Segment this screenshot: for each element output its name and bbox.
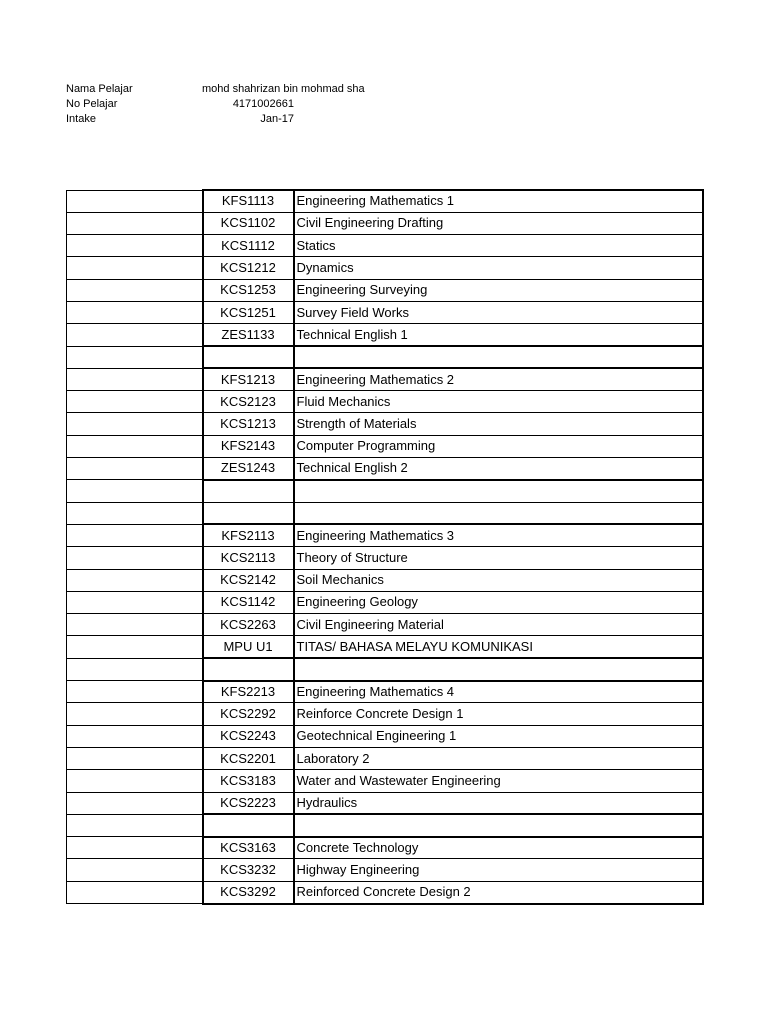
course-code	[203, 346, 294, 368]
blank-cell	[67, 458, 203, 480]
blank-cell	[67, 301, 203, 323]
blank-cell	[67, 636, 203, 658]
course-title: Highway Engineering	[294, 859, 703, 881]
blank-cell	[67, 569, 203, 591]
course-title: TITAS/ BAHASA MELAYU KOMUNIKASI	[294, 636, 703, 658]
course-code	[203, 814, 294, 836]
course-title: Laboratory 2	[294, 747, 703, 769]
student-id-value: 4171002661	[232, 98, 294, 110]
course-code	[203, 658, 294, 680]
course-code: ZES1133	[203, 324, 294, 346]
blank-cell	[67, 658, 203, 680]
blank-cell	[67, 591, 203, 613]
table-row	[67, 681, 703, 703]
empty-row	[67, 346, 703, 368]
course-code: KCS1213	[203, 413, 294, 435]
blank-cell	[67, 235, 203, 257]
student-id-label: No Pelajar	[66, 98, 118, 110]
course-code: KCS2201	[203, 747, 294, 769]
course-code: KCS2243	[203, 725, 294, 747]
table-row	[67, 413, 703, 435]
table-row	[67, 725, 703, 747]
course-code: KCS1251	[203, 301, 294, 323]
table-row	[67, 324, 703, 346]
course-table	[66, 189, 704, 905]
course-table-body	[67, 190, 703, 904]
table-row	[67, 792, 703, 814]
table-row	[67, 770, 703, 792]
course-title: Computer Programming	[294, 435, 703, 457]
course-title	[294, 346, 703, 368]
course-code: KCS3292	[203, 881, 294, 903]
blank-cell	[67, 368, 203, 390]
course-code	[203, 502, 294, 524]
course-title	[294, 814, 703, 836]
course-title: Water and Wastewater Engineering	[294, 770, 703, 792]
table-row	[67, 458, 703, 480]
blank-cell	[67, 792, 203, 814]
course-title: Engineering Mathematics 2	[294, 368, 703, 390]
name-value: mohd shahrizan bin mohmad sha	[202, 83, 365, 95]
course-title: Civil Engineering Drafting	[294, 212, 703, 234]
table-row	[67, 368, 703, 390]
blank-cell	[67, 502, 203, 524]
empty-row	[67, 814, 703, 836]
course-title: Engineering Mathematics 1	[294, 190, 703, 212]
table-row	[67, 614, 703, 636]
course-title: Engineering Geology	[294, 591, 703, 613]
table-row	[67, 636, 703, 658]
blank-cell	[67, 814, 203, 836]
course-title: Reinforced Concrete Design 2	[294, 881, 703, 903]
course-code: KCS1142	[203, 591, 294, 613]
blank-cell	[67, 859, 203, 881]
course-title: Engineering Mathematics 3	[294, 524, 703, 546]
course-title: Statics	[294, 235, 703, 257]
table-row	[67, 524, 703, 546]
course-title	[294, 502, 703, 524]
blank-cell	[67, 279, 203, 301]
course-code	[203, 480, 294, 502]
blank-cell	[67, 614, 203, 636]
blank-cell	[67, 725, 203, 747]
course-title: Concrete Technology	[294, 837, 703, 859]
blank-cell	[67, 257, 203, 279]
table-row	[67, 190, 703, 212]
table-row	[67, 279, 703, 301]
table-row	[67, 591, 703, 613]
course-title: Strength of Materials	[294, 413, 703, 435]
table-row	[67, 212, 703, 234]
course-title: Theory of Structure	[294, 547, 703, 569]
table-row	[67, 859, 703, 881]
course-code: KCS3232	[203, 859, 294, 881]
course-title	[294, 658, 703, 680]
course-title: Fluid Mechanics	[294, 391, 703, 413]
course-code: ZES1243	[203, 458, 294, 480]
course-title	[294, 480, 703, 502]
table-row	[67, 547, 703, 569]
blank-cell	[67, 881, 203, 903]
intake-label: Intake	[66, 113, 96, 125]
blank-cell	[67, 324, 203, 346]
course-code: KCS1253	[203, 279, 294, 301]
course-title: Reinforce Concrete Design 1	[294, 703, 703, 725]
course-code: MPU U1	[203, 636, 294, 658]
course-code: KFS1213	[203, 368, 294, 390]
course-code: KFS2113	[203, 524, 294, 546]
blank-cell	[67, 524, 203, 546]
course-code: KFS2143	[203, 435, 294, 457]
blank-cell	[67, 413, 203, 435]
course-title: Technical English 2	[294, 458, 703, 480]
course-title: Engineering Mathematics 4	[294, 681, 703, 703]
table-row	[67, 435, 703, 457]
course-title: Geotechnical Engineering 1	[294, 725, 703, 747]
table-row	[67, 257, 703, 279]
blank-cell	[67, 190, 203, 212]
course-title: Soil Mechanics	[294, 569, 703, 591]
empty-row	[67, 658, 703, 680]
course-title: Engineering Surveying	[294, 279, 703, 301]
course-code: KCS2223	[203, 792, 294, 814]
table-row	[67, 837, 703, 859]
course-code: KFS1113	[203, 190, 294, 212]
empty-row	[67, 502, 703, 524]
course-title: Dynamics	[294, 257, 703, 279]
course-code: KCS1102	[203, 212, 294, 234]
table-row	[67, 881, 703, 903]
blank-cell	[67, 435, 203, 457]
course-code: KCS1112	[203, 235, 294, 257]
course-code: KCS2113	[203, 547, 294, 569]
table-row	[67, 301, 703, 323]
table-row	[67, 703, 703, 725]
course-code: KFS2213	[203, 681, 294, 703]
course-title: Hydraulics	[294, 792, 703, 814]
blank-cell	[67, 391, 203, 413]
blank-cell	[67, 770, 203, 792]
blank-cell	[67, 480, 203, 502]
course-title: Technical English 1	[294, 324, 703, 346]
table-row	[67, 391, 703, 413]
blank-cell	[67, 346, 203, 368]
course-code: KCS3183	[203, 770, 294, 792]
table-row	[67, 569, 703, 591]
course-code: KCS1212	[203, 257, 294, 279]
course-code: KCS2123	[203, 391, 294, 413]
course-title: Civil Engineering Material	[294, 614, 703, 636]
empty-row	[67, 480, 703, 502]
course-title: Survey Field Works	[294, 301, 703, 323]
blank-cell	[67, 681, 203, 703]
table-row	[67, 747, 703, 769]
name-label: Nama Pelajar	[66, 83, 133, 95]
blank-cell	[67, 703, 203, 725]
course-code: KCS2292	[203, 703, 294, 725]
course-code: KCS3163	[203, 837, 294, 859]
blank-cell	[67, 747, 203, 769]
intake-value: Jan-17	[260, 113, 294, 125]
course-code: KCS2142	[203, 569, 294, 591]
blank-cell	[67, 547, 203, 569]
blank-cell	[67, 837, 203, 859]
blank-cell	[67, 212, 203, 234]
table-row	[67, 235, 703, 257]
course-code: KCS2263	[203, 614, 294, 636]
